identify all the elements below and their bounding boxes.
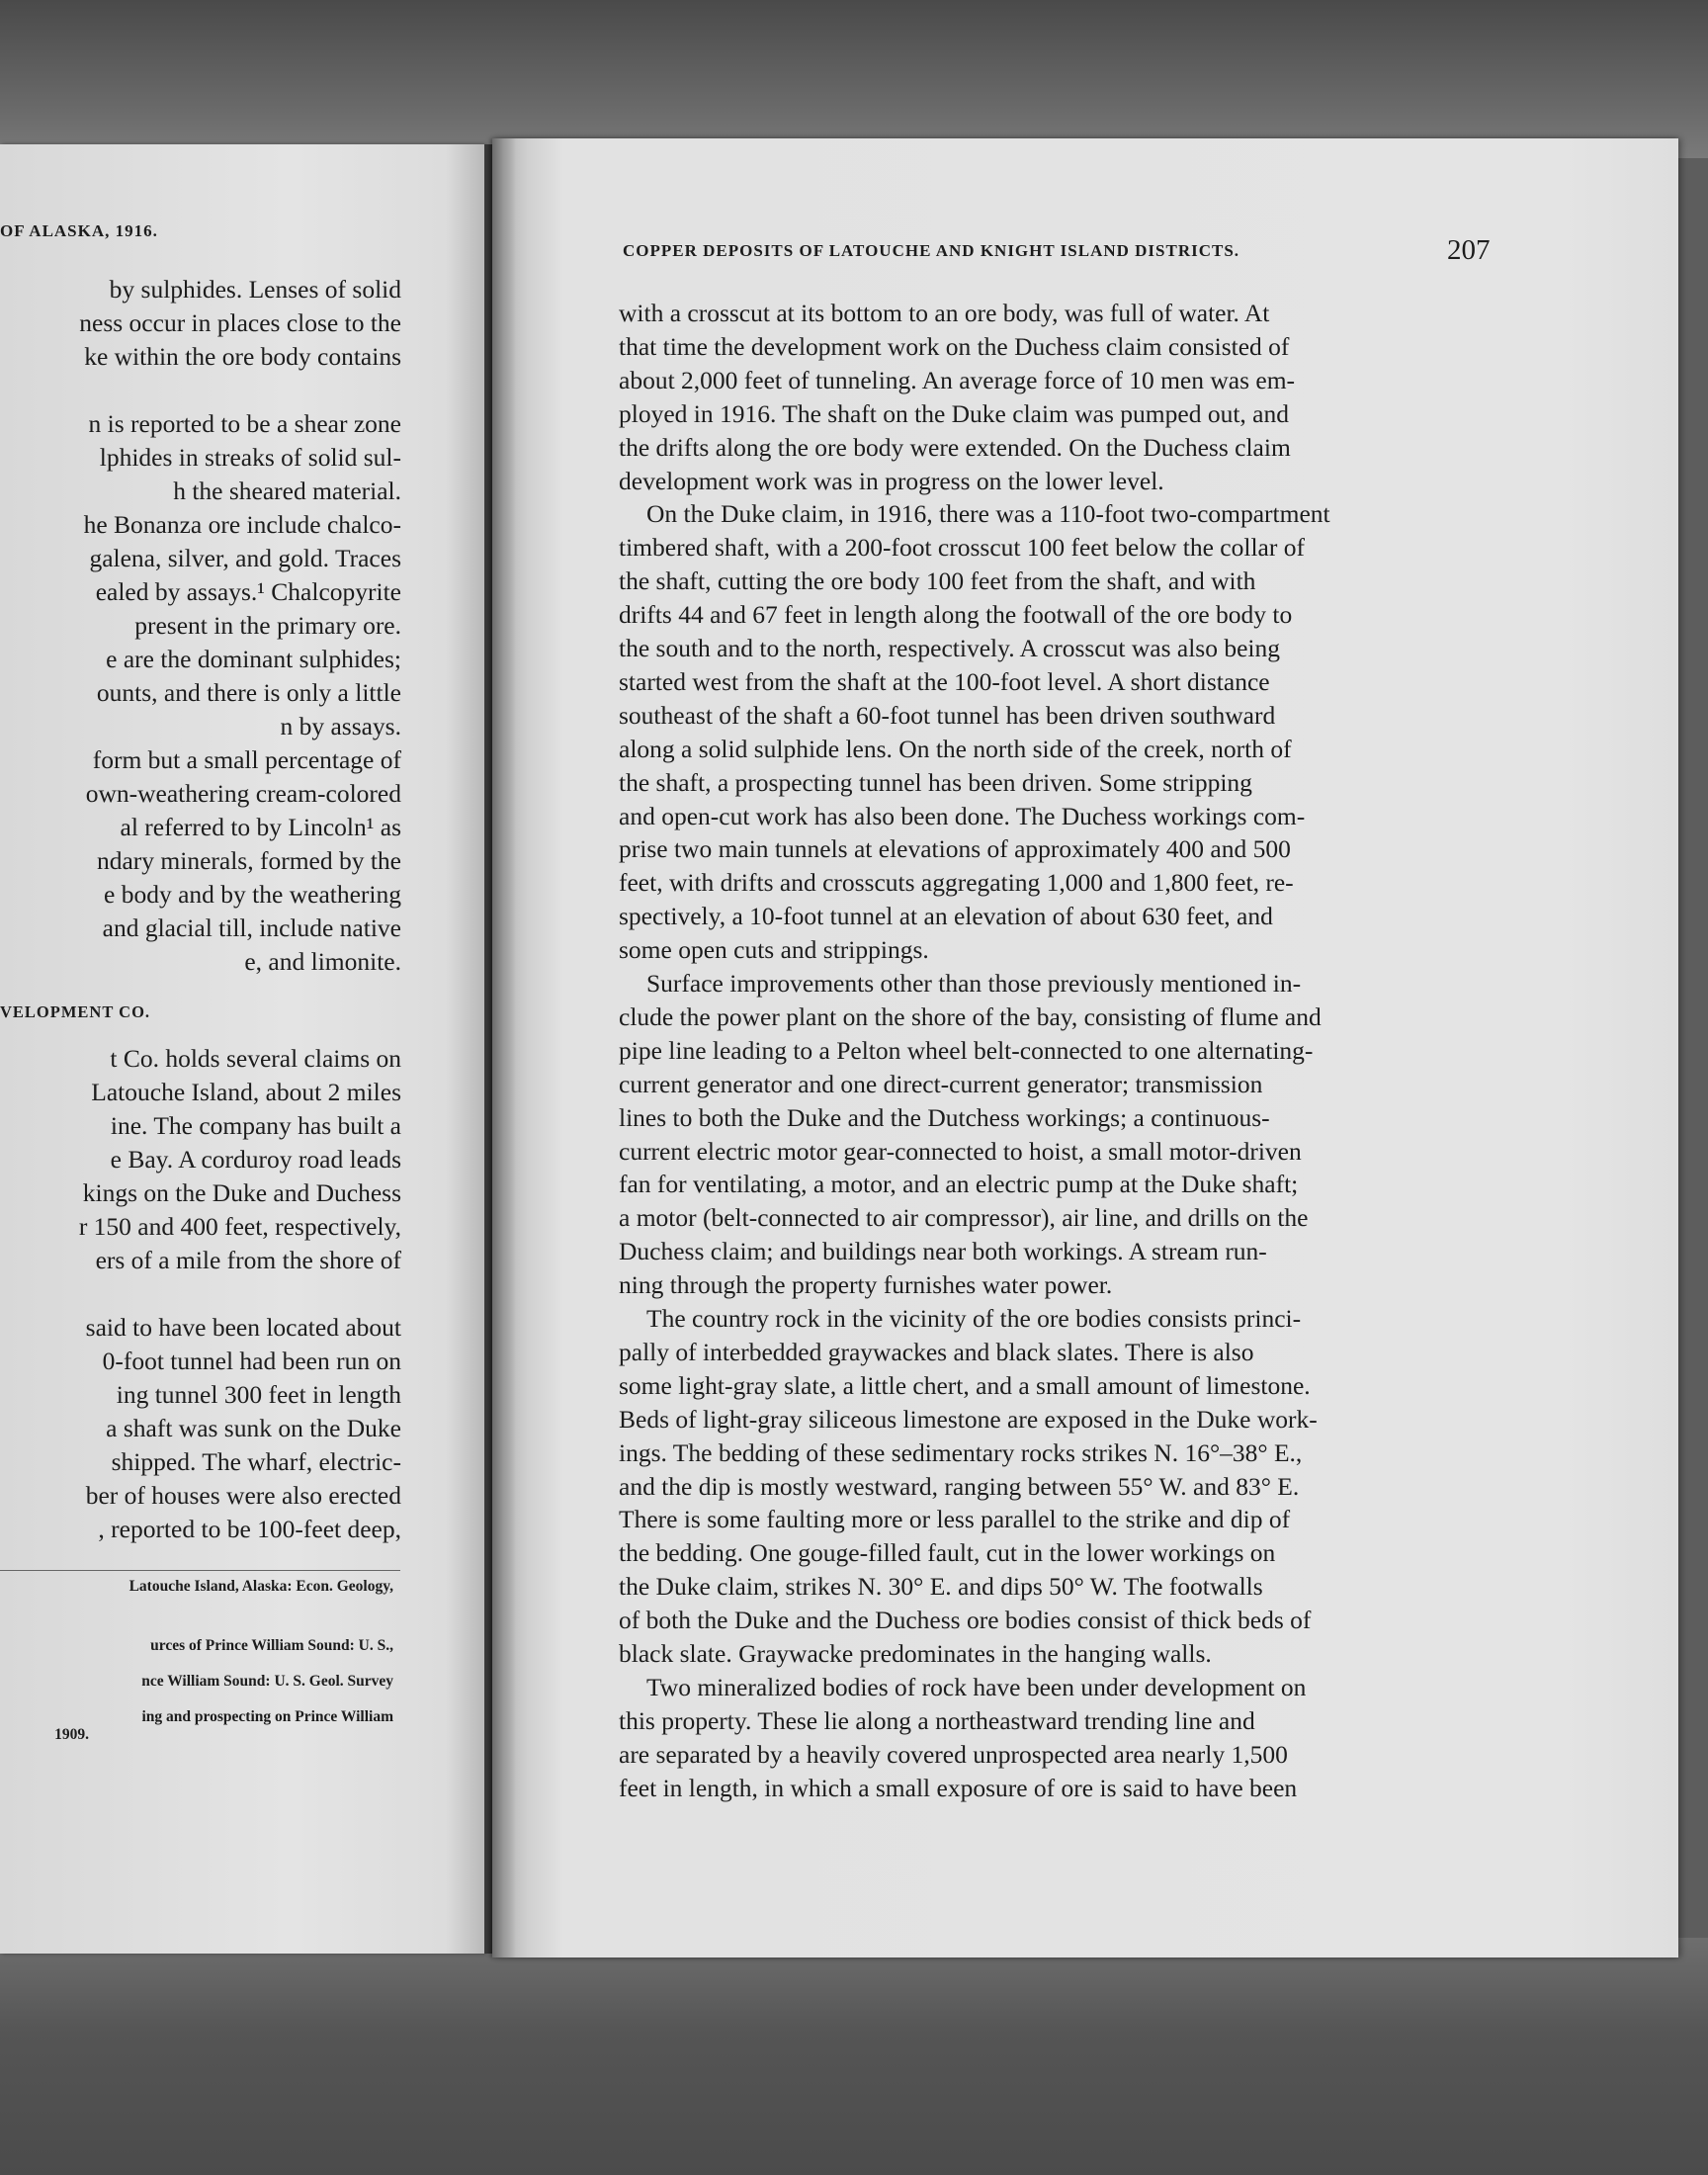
left-text-line: e Bay. A corduroy road leads <box>110 1145 401 1174</box>
right-text-line: the bedding. One gouge-filled fault, cut in the lower workings on <box>619 1538 1276 1568</box>
page-number: 207 <box>1447 234 1491 266</box>
left-text-line: galena, silver, and gold. Traces <box>89 544 401 572</box>
right-text-line: development work was in progress on the lower level. <box>619 466 1164 495</box>
left-text-line: ing tunnel 300 feet in length <box>116 1380 401 1409</box>
right-text-line: black slate. Graywacke predominates in the hanging walls. <box>619 1639 1212 1668</box>
right-text-line: started west from the shaft at the 100-foot level. A short distance <box>619 666 1270 696</box>
left-text-line: form but a small percentage of <box>92 745 401 774</box>
right-text-line: pipe line leading to a Pelton wheel belt-connected to one alternating- <box>619 1035 1314 1065</box>
right-text-line: The country rock in the vicinity of the ore bodies consists princi- <box>646 1304 1302 1333</box>
left-text-line: e body and by the weathering <box>104 880 401 909</box>
right-text-line: southeast of the shaft a 60-foot tunnel has been driven southward <box>619 700 1276 730</box>
right-text-line: and open-cut work has also been done. The Duchess workings com- <box>619 801 1306 830</box>
left-text-line: ealed by assays.¹ Chalcopyrite <box>95 577 401 606</box>
right-text-line: and the dip is mostly westward, ranging between 55° W. and 83° E. <box>619 1471 1300 1501</box>
right-running-head: COPPER DEPOSITS OF LATOUCHE AND KNIGHT ISLAND DISTRICTS. <box>623 241 1240 260</box>
left-page <box>0 144 484 1954</box>
right-text-line: Beds of light-gray siliceous limestone are exposed in the Duke work- <box>619 1404 1318 1434</box>
right-text-line: ings. The bedding of these sedimentary rocks strikes N. 16°–38° E., <box>619 1437 1303 1467</box>
right-text-line: the drifts along the ore body were extended. On the Duchess claim <box>619 432 1291 462</box>
right-text-line: On the Duke claim, in 1916, there was a 110-foot two-compartment <box>646 499 1330 529</box>
right-text-line: fan for ventilating, a motor, and an electric pump at the Duke shaft; <box>619 1170 1299 1199</box>
right-text-line: are separated by a heavily covered unprospected area nearly 1,500 <box>619 1739 1288 1769</box>
right-text-line: pally of interbedded graywackes and black slates. There is also <box>619 1337 1254 1366</box>
left-text-line: h the sheared material. <box>173 477 401 505</box>
right-text-line: lines to both the Duke and the Dutchess workings; a continuous- <box>619 1102 1270 1132</box>
scanner-background-bottom <box>0 1938 1708 2175</box>
scanner-background-top <box>0 0 1708 158</box>
right-text-line: along a solid sulphide lens. On the north side of the creek, north of <box>619 734 1292 763</box>
right-text-line: prise two main tunnels at elevations of approximately 400 and 500 <box>619 834 1291 864</box>
left-text-line: e are the dominant sulphides; <box>106 645 401 673</box>
left-text-line: ber of houses were also erected <box>85 1481 401 1510</box>
left-running-head: OF ALASKA, 1916. <box>0 221 158 240</box>
right-text-line: a motor (belt-connected to air compressor), air line, and drills on the <box>619 1203 1309 1233</box>
right-text-line: There is some faulting more or less parallel to the strike and dip of <box>619 1505 1291 1534</box>
right-text-line: feet in length, in which a small exposure of ore is said to have been <box>619 1773 1298 1802</box>
left-text-line: ness occur in places close to the <box>79 308 401 337</box>
right-page <box>492 138 1678 1958</box>
right-text-line: timbered shaft, with a 200-foot crosscut 100 feet below the collar of <box>619 533 1305 563</box>
right-text-line: feet, with drifts and crosscuts aggregating 1,000 and 1,800 feet, re- <box>619 868 1294 898</box>
left-text-line: ers of a mile from the shore of <box>95 1246 401 1274</box>
left-text-line: ndary minerals, formed by the <box>96 846 401 875</box>
right-text-line: ning through the property furnishes water power. <box>619 1270 1113 1300</box>
right-text-line: clude the power plant on the shore of the bay, consisting of flume and <box>619 1001 1322 1031</box>
right-text-line: some open cuts and strippings. <box>619 935 929 965</box>
left-text-line: e, and limonite. <box>244 947 401 976</box>
right-text-line: some light-gray slate, a little chert, and a small amount of limestone. <box>619 1370 1311 1400</box>
right-text-line: current generator and one direct-current generator; transmission <box>619 1069 1263 1098</box>
left-text-line: ke within the ore body contains <box>84 342 401 371</box>
spine-shadow <box>492 138 516 1958</box>
left-text-line: ounts, and there is only a little <box>96 678 401 707</box>
footnote: nce William Sound: U. S. Geol. Survey <box>141 1673 393 1690</box>
left-text-line: he Bonanza ore include chalco- <box>83 510 401 539</box>
footnote: Latouche Island, Alaska: Econ. Geology, <box>128 1578 393 1595</box>
right-text-line: the south and to the north, respectively. A crosscut was also being <box>619 634 1281 662</box>
right-text-line: this property. These lie along a northeastward trending line and <box>619 1705 1255 1735</box>
right-text-line: Duchess claim; and buildings near both workings. A stream run- <box>619 1237 1267 1266</box>
left-text-line: t Co. holds several claims on <box>110 1044 401 1073</box>
left-text-line: kings on the Duke and Duchess <box>82 1178 401 1207</box>
footnote-rule <box>0 1570 400 1571</box>
left-text-line: Latouche Island, about 2 miles <box>91 1078 401 1106</box>
left-text-line: lphides in streaks of solid sul- <box>99 443 401 472</box>
right-text-line: that time the development work on the Duchess claim consisted of <box>619 331 1290 361</box>
left-text-line: ine. The company has built a <box>110 1111 401 1140</box>
left-text-line: n is reported to be a shear zone <box>88 409 401 438</box>
left-text-line: n by assays. <box>280 712 401 740</box>
left-text-line: 0-foot tunnel had been run on <box>102 1347 401 1375</box>
right-text-line: drifts 44 and 67 feet in length along the footwall of the ore body to <box>619 600 1293 630</box>
right-text-line: current electric motor gear-connected to hoist, a small motor-driven <box>619 1136 1302 1166</box>
left-section-heading: VELOPMENT CO. <box>0 1002 151 1021</box>
left-text-line: al referred to by Lincoln¹ as <box>120 813 401 841</box>
left-text-line: said to have been located about <box>85 1313 401 1342</box>
right-text-line: of both the Duke and the Duchess ore bodies consist of thick beds of <box>619 1606 1312 1635</box>
right-text-line: Surface improvements other than those previously mentioned in- <box>646 969 1302 998</box>
left-text-line: by sulphides. Lenses of solid <box>109 275 401 304</box>
right-text-line: ployed in 1916. The shaft on the Duke claim was pumped out, and <box>619 398 1289 428</box>
left-text-line: r 150 and 400 feet, respectively, <box>78 1212 401 1241</box>
left-text-line: present in the primary ore. <box>134 611 401 640</box>
left-text-line: shipped. The wharf, electric- <box>111 1447 401 1476</box>
left-text-line: and glacial till, include native <box>102 914 401 942</box>
right-text-line: with a crosscut at its bottom to an ore body, was full of water. At <box>619 299 1270 327</box>
right-text-line: about 2,000 feet of tunneling. An average force of 10 men was em- <box>619 365 1296 394</box>
footnote: urces of Prince William Sound: U. S., <box>150 1637 393 1654</box>
left-text-line: a shaft was sunk on the Duke <box>106 1414 401 1442</box>
right-text-line: Two mineralized bodies of rock have been under development on <box>646 1672 1307 1701</box>
right-text-line: spectively, a 10-foot tunnel at an elevation of about 630 feet, and <box>619 902 1273 931</box>
right-text-line: the Duke claim, strikes N. 30° E. and dips 50° W. The footwalls <box>619 1572 1263 1602</box>
left-text-line: , reported to be 100-feet deep, <box>98 1515 401 1543</box>
right-text-line: the shaft, cutting the ore body 100 feet from the shaft, and with <box>619 566 1256 596</box>
left-text-line: own-weathering cream-colored <box>85 779 401 808</box>
footnote: 1909. <box>54 1726 89 1743</box>
footnote: ing and prospecting on Prince William <box>141 1708 393 1725</box>
right-text-line: the shaft, a prospecting tunnel has been driven. Some stripping <box>619 767 1252 797</box>
